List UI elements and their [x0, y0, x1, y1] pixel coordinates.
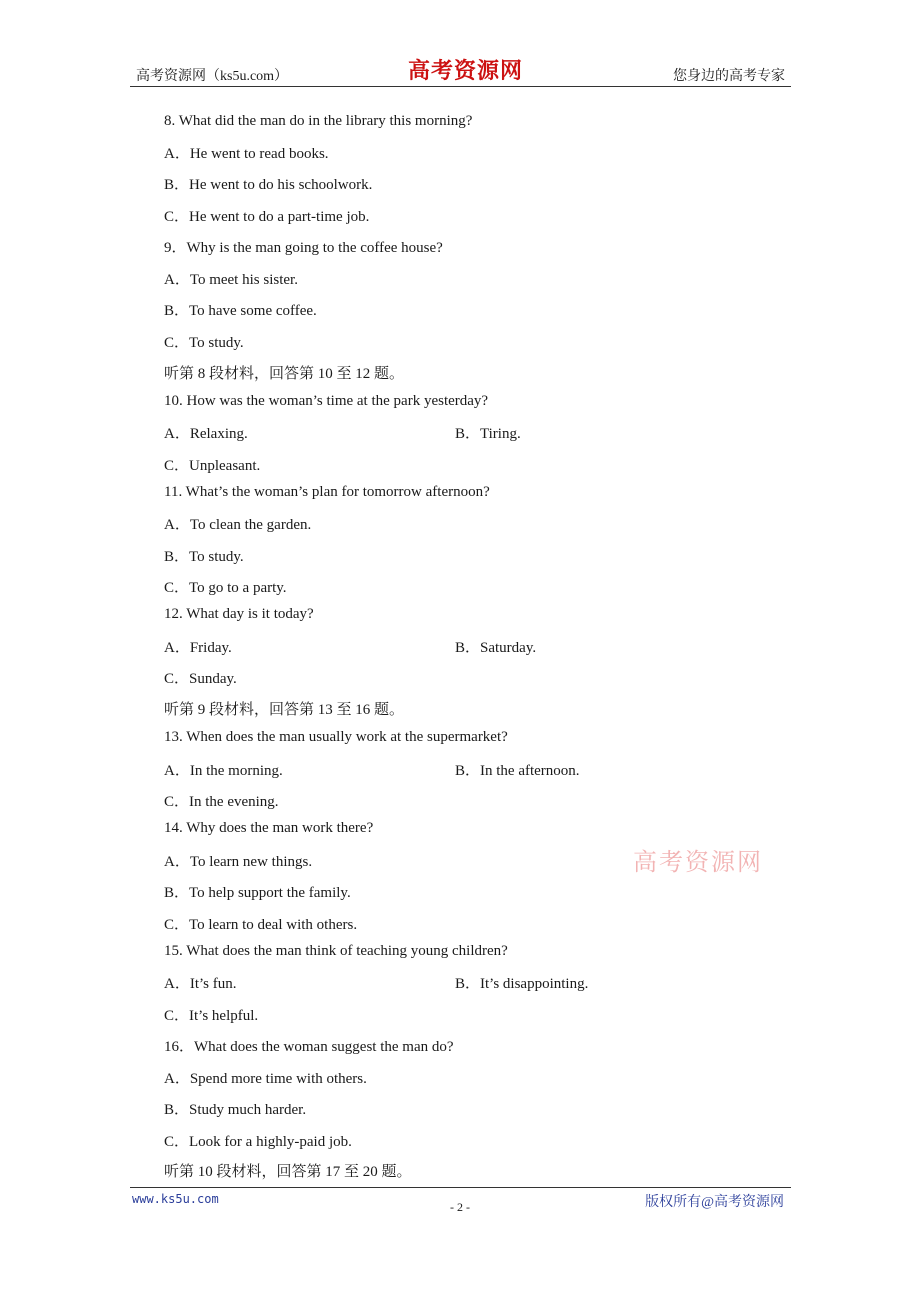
- option-11c: C．To go to a party.: [164, 580, 287, 596]
- question-9: 9．Why is the man going to the coffee house?: [164, 240, 443, 256]
- section-10-instruction: 听第 10 段材料，回答第 17 至 20 题。: [164, 1164, 412, 1180]
- option-13c: C．In the evening.: [164, 794, 279, 810]
- option-14c: C．To learn to deal with others.: [164, 917, 358, 933]
- question-16: 16．What does the woman suggest the man do?: [164, 1039, 454, 1055]
- option-12c: C．Sunday.: [164, 671, 237, 687]
- option-13b: B．In the afternoon.: [455, 763, 580, 779]
- option-8c: C．He went to do a part-time job.: [164, 209, 370, 225]
- footer-copyright: 版权所有@高考资源网: [645, 1195, 784, 1210]
- question-15: 15. What does the man think of teaching young children?: [164, 943, 508, 959]
- option-16c: C．Look for a highly-paid job.: [164, 1134, 352, 1150]
- option-11a: A．To clean the garden.: [164, 517, 312, 533]
- option-16a: A．Spend more time with others.: [164, 1071, 367, 1087]
- header-divider: [130, 86, 791, 87]
- question-11: 11. What’s the woman’s plan for tomorrow afternoon?: [164, 484, 490, 500]
- option-14b: B．To help support the family.: [164, 885, 351, 901]
- page-header: [130, 52, 791, 88]
- option-11b: B．To study.: [164, 549, 244, 565]
- option-14a: A．To learn new things.: [164, 854, 313, 870]
- option-8a: A．He went to read books.: [164, 146, 329, 162]
- header-site-name: 高考资源网（ks5u.com）: [136, 69, 289, 84]
- watermark: 高考资源网: [633, 850, 763, 876]
- footer-url: www.ks5u.com: [132, 1192, 219, 1206]
- option-12a: A．Friday.: [164, 640, 232, 656]
- header-logo: 高考资源网: [408, 58, 524, 83]
- option-15b: B．It’s disappointing.: [455, 976, 589, 992]
- section-9-instruction: 听第 9 段材料，回答第 13 至 16 题。: [164, 702, 405, 718]
- option-15a: A．It’s fun.: [164, 976, 237, 992]
- option-12b: B．Saturday.: [455, 640, 537, 656]
- option-10b: B．Tiring.: [455, 426, 521, 442]
- option-15c: C．It’s helpful.: [164, 1008, 259, 1024]
- footer-divider: [130, 1187, 791, 1188]
- section-8-instruction: 听第 8 段材料，回答第 10 至 12 题。: [164, 366, 405, 382]
- question-12: 12. What day is it today?: [164, 606, 314, 622]
- question-13: 13. When does the man usually work at the supermarket?: [164, 729, 508, 745]
- option-16b: B．Study much harder.: [164, 1102, 307, 1118]
- option-9b: B．To have some coffee.: [164, 303, 317, 319]
- question-14: 14. Why does the man work there?: [164, 820, 374, 836]
- option-10c: C．Unpleasant.: [164, 458, 261, 474]
- option-10a: A．Relaxing.: [164, 426, 248, 442]
- option-8b: B．He went to do his schoolwork.: [164, 177, 373, 193]
- question-8: 8. What did the man do in the library this morning?: [164, 113, 473, 129]
- page-number: - 2 -: [450, 1200, 470, 1214]
- question-10: 10. How was the woman’s time at the park yesterday?: [164, 393, 489, 409]
- header-slogan: 您身边的高考专家: [673, 69, 785, 84]
- option-13a: A．In the morning.: [164, 763, 283, 779]
- option-9a: A．To meet his sister.: [164, 272, 298, 288]
- option-9c: C．To study.: [164, 335, 244, 351]
